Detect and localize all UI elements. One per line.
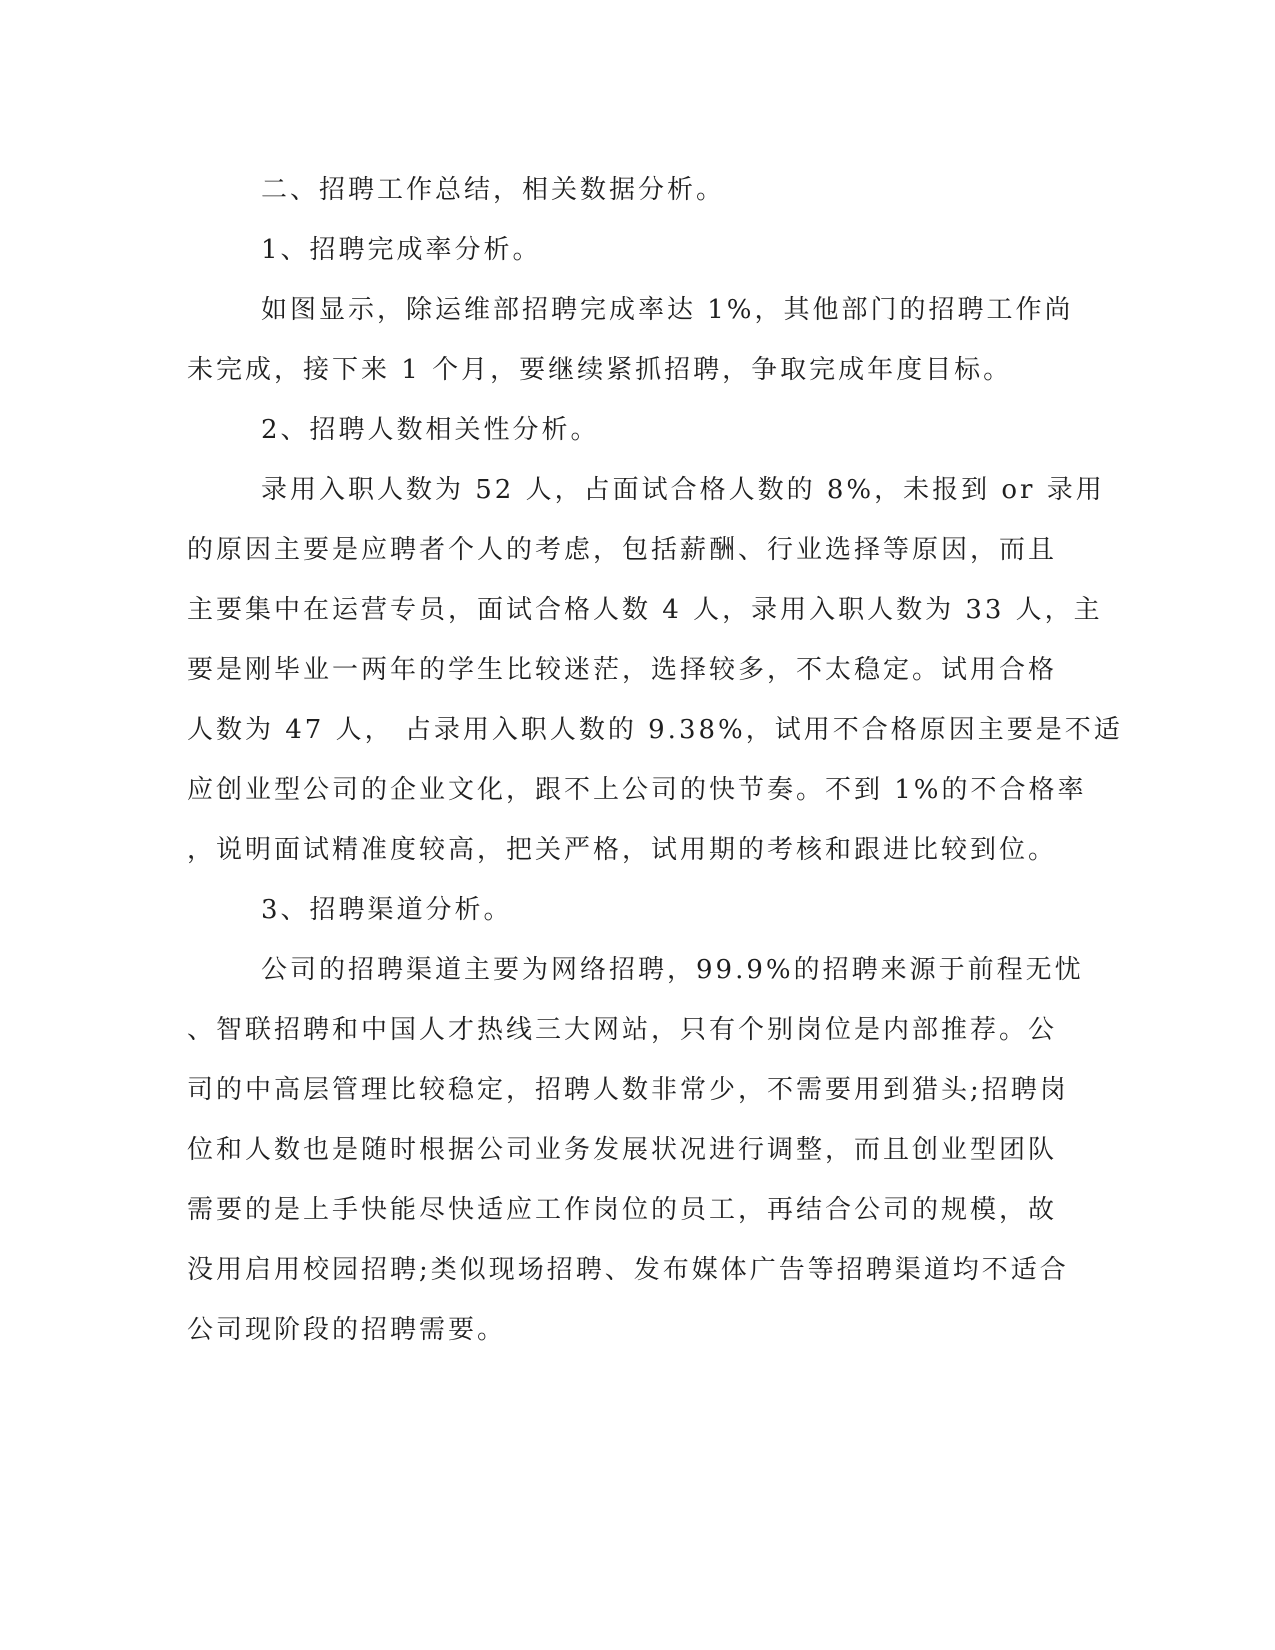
text-line: 的原因主要是应聘者个人的考虑，包括薪酬、行业选择等原因，而且 [187, 535, 1058, 565]
text-line: 2、招聘人数相关性分析。 [261, 415, 600, 445]
text-line: 、智联招聘和中国人才热线三大网站，只有个别岗位是内部推荐。公 [187, 1015, 1058, 1045]
text-line: ，说明面试精准度较高，把关严格，试用期的考核和跟进比较到位。 [187, 835, 1058, 865]
text-line: 3、招聘渠道分析。 [261, 895, 513, 925]
document-body [187, 160, 1123, 1360]
text-line: 1、招聘完成率分析。 [261, 235, 542, 265]
text-line: 如图显示，除运维部招聘完成率达 1%，其他部门的招聘工作尚 [261, 295, 1074, 325]
text-line: 要是刚毕业一两年的学生比较迷茫，选择较多，不太稳定。试用合格 [187, 655, 1058, 685]
text-line: 公司的招聘渠道主要为网络招聘，99.9%的招聘来源于前程无忧 [261, 955, 1084, 985]
text-line: 录用入职人数为 52 人，占面试合格人数的 8%，未报到 or 录用 [261, 475, 1105, 505]
text-line: 公司现阶段的招聘需要。 [187, 1315, 507, 1345]
text-line: 主要集中在运营专员，面试合格人数 4 人，录用入职人数为 33 人，主 [187, 595, 1103, 625]
text-line: 应创业型公司的企业文化，跟不上公司的快节奏。不到 1%的不合格率 [187, 775, 1087, 805]
text-line: 二、招聘工作总结，相关数据分析。 [261, 175, 726, 205]
text-line: 人数为 47 人， 占录用入职人数的 9.38%，试用不合格原因主要是不适 [187, 715, 1123, 745]
text-line: 没用启用校园招聘;类似现场招聘、发布媒体广告等招聘渠道均不适合 [187, 1255, 1069, 1285]
text-line: 位和人数也是随时根据公司业务发展状况进行调整，而且创业型团队 [187, 1135, 1058, 1165]
text-line: 未完成，接下来 1 个月，要继续紧抓招聘，争取完成年度目标。 [187, 355, 1013, 385]
text-line: 需要的是上手快能尽快适应工作岗位的员工，再结合公司的规模，故 [187, 1195, 1058, 1225]
text-line: 司的中高层管理比较稳定，招聘人数非常少，不需要用到猎头;招聘岗 [187, 1075, 1069, 1105]
